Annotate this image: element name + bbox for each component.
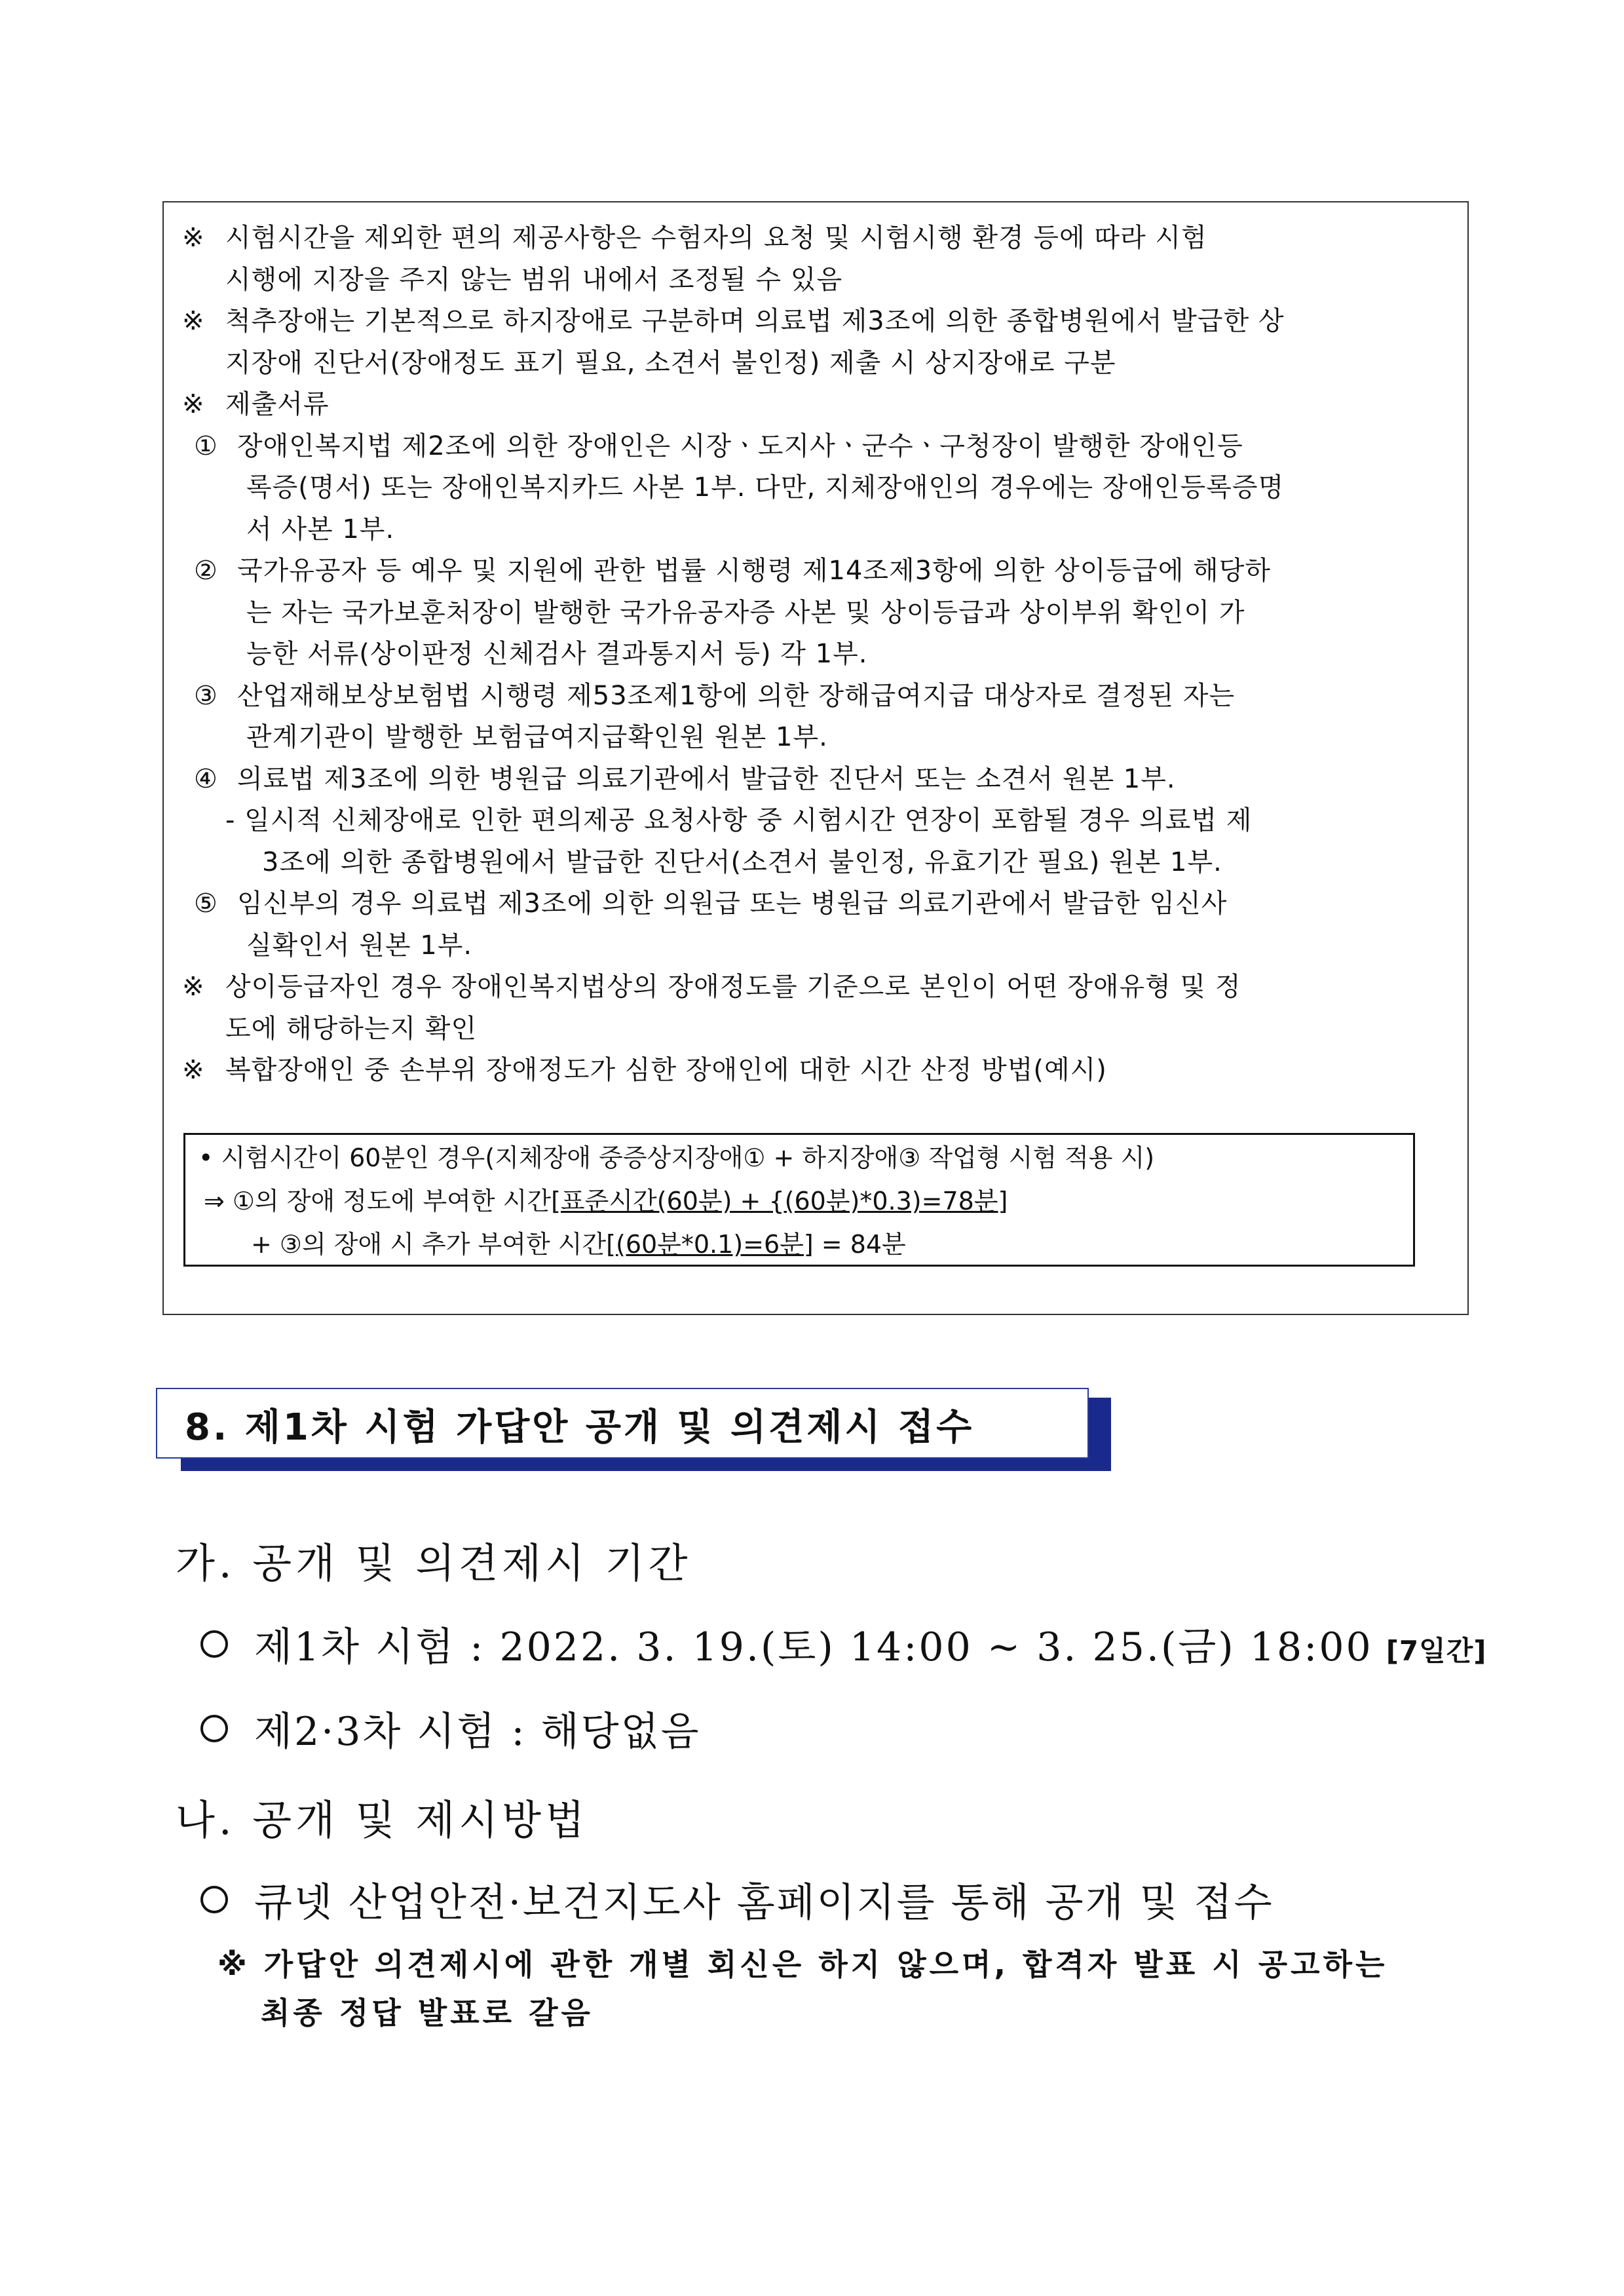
note-line <box>194 550 1271 591</box>
reference-mark-icon: ※ <box>182 223 205 253</box>
method-heading: 나. 공개 및 제시방법 <box>176 1796 588 1844</box>
reference-mark-icon: ※ <box>182 1055 205 1085</box>
reference-mark-icon: ※ <box>182 306 205 336</box>
note-text: - 일시적 신체장애로 인한 편의제공 요청사항 중 시험시간 연장이 포함될 경우 의료법 제 <box>225 805 1253 835</box>
numbered-marker: ⑤ <box>194 889 218 919</box>
note-text: 상이등급자인 경우 장애인복지법상의 장애정도를 기준으로 본인이 어떤 장애유형 및 정 <box>225 972 1241 1002</box>
example-line-2 <box>204 1181 1008 1221</box>
reference-mark-icon: ※ <box>182 972 205 1002</box>
numbered-marker: ③ <box>194 680 218 711</box>
note-text: 의료법 제3조에 의한 병원급 의료기관에서 발급한 진단서 또는 소견서 원본 1부. <box>237 763 1176 794</box>
numbered-marker: ② <box>194 556 218 586</box>
note-text: 관계기관이 발행한 보험급여지급확인원 원본 1부. <box>246 722 828 752</box>
note-line <box>182 218 1207 258</box>
note-line <box>225 259 842 300</box>
note-line <box>225 800 1252 841</box>
note-text: 지장애 진단서(장애정도 표기 필요, 소견서 불인정) 제출 시 상지장애로 구분 <box>225 347 1116 378</box>
example-line-3 <box>251 1224 906 1265</box>
note-text: 임신부의 경우 의료법 제3조에 의한 의원급 또는 병원급 의료기관에서 발급한 임신사 <box>237 889 1228 919</box>
note-line <box>246 509 394 550</box>
note-line <box>182 1050 1107 1090</box>
note-text: 시행에 지장을 주지 않는 범위 내에서 조정될 수 있음 <box>225 264 843 295</box>
note-line <box>182 301 1285 341</box>
period-heading: 가. 공개 및 의견제시 기간 <box>176 1539 692 1587</box>
reference-mark-icon: ※ <box>182 389 205 419</box>
note-text: 산업재해보상보험법 시행령 제53조제1항에 의한 장해급여지급 대상자로 결정된 자는 <box>237 680 1236 711</box>
note-line <box>246 592 1245 633</box>
note-line <box>246 925 472 966</box>
note-text: 제출서류 <box>225 389 330 419</box>
note-line <box>225 1008 477 1049</box>
note-line <box>262 842 1222 883</box>
note-line <box>246 467 1284 508</box>
note-text: 척추장애는 기본적으로 하지장애로 구분하며 의료법 제3조에 의한 종합병원에서 발급한 상 <box>225 306 1285 336</box>
example-box <box>183 1133 1415 1267</box>
example-line-1: • 시험시간이 60분인 경우(지체장애 중증상지장애① + 하지장애③ 작업형 시험 적용 시) <box>198 1143 1155 1172</box>
example-line-3-result: = 84분 <box>813 1230 906 1259</box>
note-line <box>182 384 330 425</box>
note-line <box>194 759 1176 799</box>
note-text: 국가유공자 등 예우 및 지원에 관한 법률 시행령 제14조제3항에 의한 상이등급에 해당하 <box>237 556 1271 586</box>
note-line <box>194 426 1243 467</box>
period-item-2-text: 제2·3차 시험 : 해당없음 <box>254 1709 701 1755</box>
note-line <box>225 343 1116 383</box>
example-line-3-calc: [(60분*0.1)=6분] <box>606 1230 814 1259</box>
section-heading <box>156 1388 1089 1459</box>
circle-bullet-icon <box>200 1630 228 1658</box>
note-line <box>194 883 1227 924</box>
note-text: 복합장애인 중 손부위 장애정도가 심한 장애인에 대한 시간 산정 방법(예시) <box>225 1055 1107 1085</box>
section-title: 8. 제1차 시험 가답안 공개 및 의견제시 접수 <box>185 1406 975 1449</box>
note-line <box>246 634 867 674</box>
note-line <box>194 676 1235 716</box>
note-text: 실확인서 원본 1부. <box>246 930 473 961</box>
note-text: 3조에 의한 종합병원에서 발급한 진단서(소견서 불인정, 유효기간 필요) 원본 1부. <box>262 847 1222 877</box>
note-line <box>246 717 828 757</box>
method-item-1 <box>200 1871 1274 1928</box>
note-line <box>182 966 1241 1007</box>
example-line-3-prefix: + ③의 장애 시 추가 부여한 시간 <box>251 1230 607 1259</box>
note-text: 능한 서류(상이판정 신체검사 결과통지서 등) 각 1부. <box>246 639 868 669</box>
method-note-line-2: 최종 정답 발표로 갈음 <box>261 1995 594 2031</box>
note-text: 시험시간을 제외한 편의 제공사항은 수험자의 요청 및 시험시행 환경 등에 따라 시험 <box>225 223 1207 253</box>
example-line-2-calc: [표준시간(60분) + {(60분)*0.3)=78분] <box>551 1187 1008 1215</box>
note-text: 서 사본 1부. <box>246 514 395 545</box>
note-text: 도에 해당하는지 확인 <box>225 1013 478 1044</box>
method-item-1-text: 큐넷 산업안전·보건지도사 홈페이지를 통해 공개 및 접수 <box>254 1880 1274 1926</box>
notes-box <box>162 201 1469 1315</box>
note-text: 록증(명서) 또는 장애인복지카드 사본 1부. 다만, 지체장애인의 경우에는 장애인등록증명 <box>246 472 1285 503</box>
example-line-2-prefix: ⇒ ①의 장애 정도에 부여한 시간 <box>204 1187 552 1215</box>
numbered-marker: ④ <box>194 763 218 794</box>
numbered-marker: ① <box>194 430 218 461</box>
period-item-1 <box>200 1616 1486 1672</box>
circle-bullet-icon <box>200 1715 228 1742</box>
period-item-1-text: 제1차 시험 : 2022. 3. 19.(토) 14:00 ~ 3. 25.(금) 18:00 <box>254 1624 1373 1670</box>
circle-bullet-icon <box>200 1886 228 1913</box>
period-duration-tag: [7일간] <box>1386 1635 1487 1667</box>
note-text: 장애인복지법 제2조에 의한 장애인은 시장ㆍ도지사ㆍ군수ㆍ구청장이 발행한 장애인등 <box>237 430 1243 461</box>
method-note-line-1: ※ 가답안 의견제시에 관한 개별 회신은 하지 않으며, 합격자 발표 시 공고하는 <box>217 1947 1388 1982</box>
period-item-2 <box>200 1700 701 1757</box>
note-text: 는 자는 국가보훈처장이 발행한 국가유공자증 사본 및 상이등급과 상이부위 확인이 가 <box>246 597 1245 628</box>
